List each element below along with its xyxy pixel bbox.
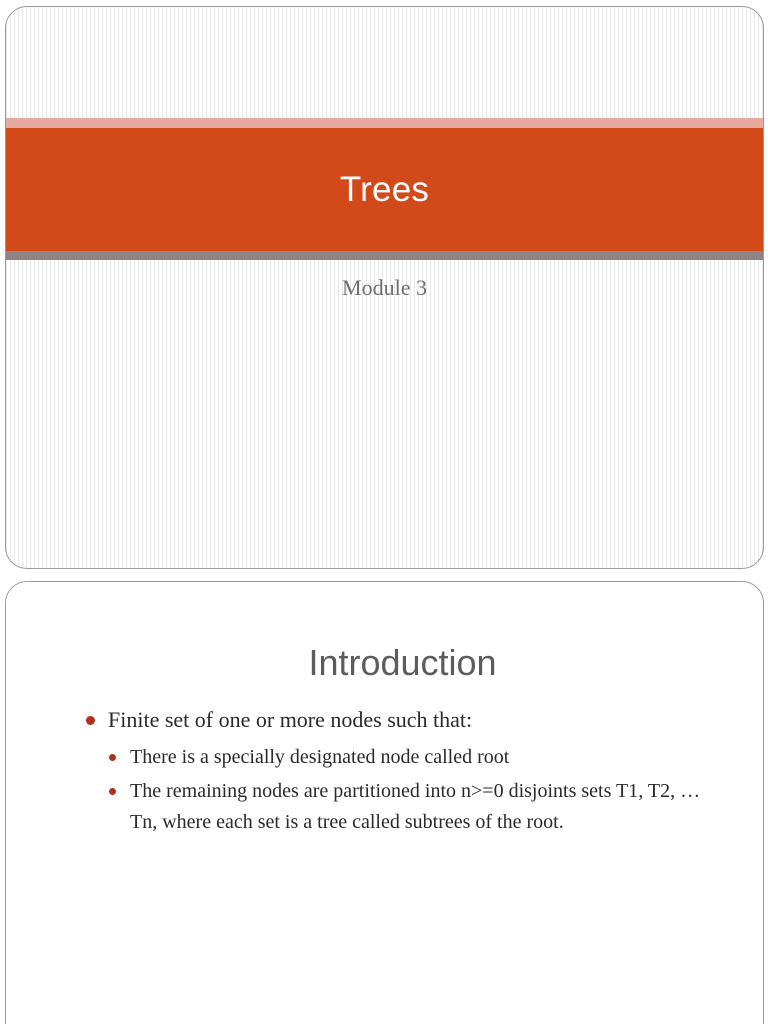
bullet-item <box>84 706 714 734</box>
bullet-dot-icon <box>86 716 95 725</box>
sub-bullet-text: The remaining nodes are partitioned into n>=0 disjoints sets T1, T2, … Tn, where each set is a tree called subtrees of the root. <box>130 780 701 833</box>
slide-heading: Introduction <box>308 642 497 683</box>
title-top-stripe <box>6 118 763 128</box>
slide-subtitle: Module 3 <box>342 275 427 300</box>
sub-bullet-dot-icon <box>109 788 116 795</box>
sub-bullet-item <box>106 776 714 838</box>
bullet-text: Finite set of one or more nodes such that: <box>108 707 473 732</box>
introduction-slide <box>5 581 764 1024</box>
title-band <box>6 128 763 251</box>
sub-bullet-dot-icon <box>109 754 116 761</box>
title-slide <box>5 6 764 569</box>
slide-title: Trees <box>339 169 430 209</box>
title-bottom-stripe <box>6 251 763 260</box>
sub-bullet-text: There is a specially designated node called root <box>130 746 510 768</box>
bullet-list <box>84 706 714 841</box>
sub-bullet-item <box>106 742 714 773</box>
